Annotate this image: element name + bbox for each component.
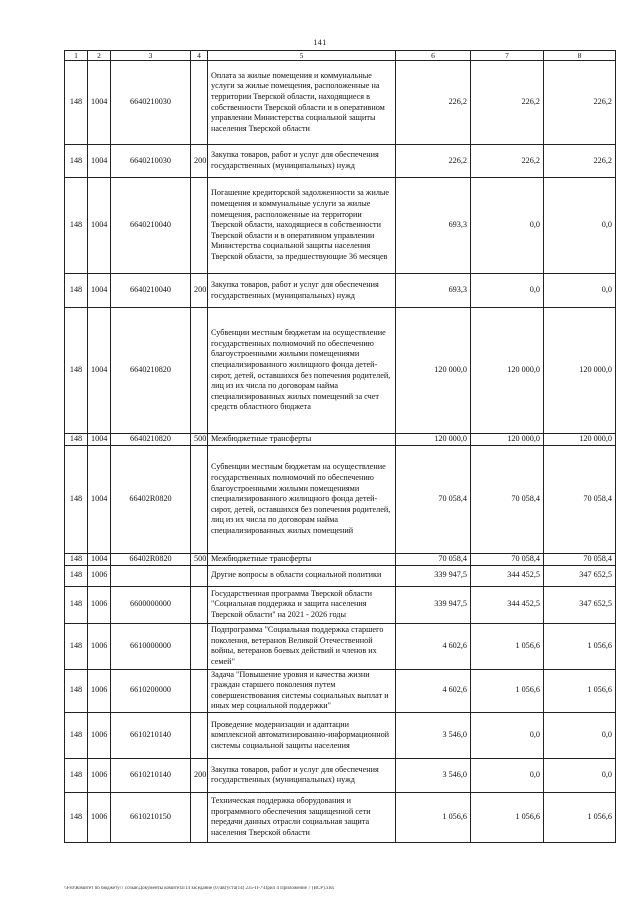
cell-section-code: 1006 bbox=[88, 565, 111, 586]
cell-item-name: Государственная программа Тверской области "Социальная поддержка и защита населения Тверской области" на 2021 - 2026 годы bbox=[208, 586, 396, 623]
cell-amount-col7: 226,2 bbox=[471, 61, 544, 145]
cell-section-code: 1006 bbox=[88, 623, 111, 669]
cell-amount-col8: 226,2 bbox=[544, 61, 616, 145]
cell-target-article: 6610210150 bbox=[111, 792, 191, 842]
file-path-footer: \\Fs0\Комитет по бюджету\7 созыв\Документы комитета\14 заседание (07августа(14) 235-П-7\Прил 4 Приложение 7 (ВСР).xlsx bbox=[64, 886, 335, 891]
cell-amount-col7: 0,0 bbox=[471, 712, 544, 758]
cell-amount-col6: 4 602,6 bbox=[396, 669, 471, 712]
cell-amount-col6: 1 056,6 bbox=[396, 792, 471, 842]
cell-amount-col8: 1 056,6 bbox=[544, 669, 616, 712]
cell-item-name: Проведение модернизации и адаптации комплексной автоматизированно-информационной системы социальной защиты населения bbox=[208, 712, 396, 758]
cell-section-code: 1004 bbox=[88, 446, 111, 554]
cell-amount-col7: 70 058,4 bbox=[471, 446, 544, 554]
cell-amount-col8: 0,0 bbox=[544, 274, 616, 308]
cell-item-name: Закупка товаров, работ и услуг для обеспечения государственных (муниципальных) нужд bbox=[208, 758, 396, 792]
cell-target-article: 6600000000 bbox=[111, 586, 191, 623]
cell-target-article: 6640210040 bbox=[111, 178, 191, 274]
column-header-2: 2 bbox=[88, 51, 111, 61]
cell-admin-code: 148 bbox=[65, 712, 88, 758]
cell-amount-col7: 70 058,4 bbox=[471, 554, 544, 566]
table-row bbox=[65, 565, 616, 586]
cell-expense-type: 200 bbox=[191, 274, 208, 308]
table-row bbox=[65, 712, 616, 758]
cell-amount-col6: 120 000,0 bbox=[396, 308, 471, 434]
budget-table bbox=[64, 50, 616, 843]
cell-target-article: 6640210030 bbox=[111, 61, 191, 145]
table-row bbox=[65, 554, 616, 566]
cell-amount-col6: 339 947,5 bbox=[396, 565, 471, 586]
cell-amount-col8: 226,2 bbox=[544, 145, 616, 178]
cell-admin-code: 148 bbox=[65, 565, 88, 586]
cell-expense-type: 200 bbox=[191, 758, 208, 792]
cell-admin-code: 148 bbox=[65, 61, 88, 145]
cell-item-name: Другие вопросы в области социальной политики bbox=[208, 565, 396, 586]
cell-expense-type bbox=[191, 565, 208, 586]
cell-amount-col8: 0,0 bbox=[544, 758, 616, 792]
cell-amount-col7: 120 000,0 bbox=[471, 434, 544, 446]
cell-target-article: 6610000000 bbox=[111, 623, 191, 669]
cell-section-code: 1004 bbox=[88, 554, 111, 566]
table-row bbox=[65, 308, 616, 434]
cell-amount-col8: 0,0 bbox=[544, 712, 616, 758]
cell-section-code: 1006 bbox=[88, 712, 111, 758]
cell-item-name: Межбюджетные трансферты bbox=[208, 434, 396, 446]
cell-amount-col8: 70 058,4 bbox=[544, 554, 616, 566]
cell-admin-code: 148 bbox=[65, 446, 88, 554]
cell-admin-code: 148 bbox=[65, 792, 88, 842]
table-row bbox=[65, 274, 616, 308]
cell-section-code: 1006 bbox=[88, 792, 111, 842]
cell-amount-col8: 70 058,4 bbox=[544, 446, 616, 554]
column-header-8: 8 bbox=[544, 51, 616, 61]
header-row bbox=[65, 51, 616, 61]
cell-section-code: 1006 bbox=[88, 669, 111, 712]
cell-amount-col6: 226,2 bbox=[396, 61, 471, 145]
cell-admin-code: 148 bbox=[65, 434, 88, 446]
cell-amount-col7: 0,0 bbox=[471, 274, 544, 308]
table-row bbox=[65, 669, 616, 712]
cell-item-name: Задача "Повышение уровня и качества жизни граждан старшего поколения путем совершенствования системы социальных выплат и иных мер социальной поддержки" bbox=[208, 669, 396, 712]
cell-amount-col8: 120 000,0 bbox=[544, 308, 616, 434]
cell-amount-col6: 4 602,6 bbox=[396, 623, 471, 669]
cell-expense-type: 200 bbox=[191, 145, 208, 178]
cell-expense-type bbox=[191, 792, 208, 842]
column-header-7: 7 bbox=[471, 51, 544, 61]
cell-item-name: Погашение кредиторской задолженности за жилые помещения и коммунальные услуги за жилые помещения, расположенные на территории Тверской области, находящиеся в собственности Тверской области и в оперативном управлении Министерства социальной защиты населения Тверской области, за предшествующие 36 месяцев bbox=[208, 178, 396, 274]
cell-amount-col7: 344 452,5 bbox=[471, 586, 544, 623]
table-row bbox=[65, 792, 616, 842]
cell-admin-code: 148 bbox=[65, 586, 88, 623]
cell-expense-type bbox=[191, 586, 208, 623]
cell-target-article: 6640210040 bbox=[111, 274, 191, 308]
cell-amount-col6: 120 000,0 bbox=[396, 434, 471, 446]
cell-amount-col6: 339 947,5 bbox=[396, 586, 471, 623]
cell-item-name: Оплата за жилые помещения и коммунальные услуги за жилые помещения, расположенные на территории Тверской области, находящиеся в собственности Тверской области и в оперативном управлении Министерства социальной защиты населения Тверской области bbox=[208, 61, 396, 145]
cell-admin-code: 148 bbox=[65, 145, 88, 178]
cell-admin-code: 148 bbox=[65, 669, 88, 712]
cell-admin-code: 148 bbox=[65, 623, 88, 669]
cell-target-article bbox=[111, 565, 191, 586]
cell-amount-col7: 0,0 bbox=[471, 758, 544, 792]
cell-target-article: 6610210140 bbox=[111, 758, 191, 792]
cell-expense-type bbox=[191, 178, 208, 274]
cell-section-code: 1006 bbox=[88, 758, 111, 792]
cell-amount-col7: 1 056,6 bbox=[471, 792, 544, 842]
cell-amount-col6: 693,3 bbox=[396, 274, 471, 308]
cell-amount-col7: 1 056,6 bbox=[471, 623, 544, 669]
cell-amount-col7: 344 452,5 bbox=[471, 565, 544, 586]
cell-amount-col8: 347 652,5 bbox=[544, 565, 616, 586]
cell-amount-col7: 0,0 bbox=[471, 178, 544, 274]
table-row bbox=[65, 61, 616, 145]
cell-amount-col8: 1 056,6 bbox=[544, 623, 616, 669]
column-header-3: 3 bbox=[111, 51, 191, 61]
cell-expense-type: 500 bbox=[191, 554, 208, 566]
table-row bbox=[65, 758, 616, 792]
cell-expense-type bbox=[191, 446, 208, 554]
page-number: 141 bbox=[313, 38, 327, 47]
cell-section-code: 1004 bbox=[88, 145, 111, 178]
table-row bbox=[65, 178, 616, 274]
cell-item-name: Субвенции местным бюджетам на осуществление государственных полномочий по обеспечению благоустроенными жилыми помещениями специализированного жилищного фонда детей-сирот, детей, оставшихся без попечения родителей, лиц из их числа по договорам найма специализированных жилых помещений bbox=[208, 446, 396, 554]
cell-amount-col6: 70 058,4 bbox=[396, 446, 471, 554]
cell-admin-code: 148 bbox=[65, 178, 88, 274]
cell-admin-code: 148 bbox=[65, 554, 88, 566]
cell-target-article: 6640210030 bbox=[111, 145, 191, 178]
cell-admin-code: 148 bbox=[65, 758, 88, 792]
cell-amount-col6: 3 546,0 bbox=[396, 712, 471, 758]
table-row bbox=[65, 623, 616, 669]
cell-item-name: Субвенции местным бюджетам на осуществление государственных полномочий по обеспечению благоустроенными жилыми помещениями специализированного жилищного фонда детей-сирот, детей, оставшихся без попечения родителей, лиц из их числа по договорам найма специализированных жилых помещений за счет средств областного бюджета bbox=[208, 308, 396, 434]
cell-amount-col6: 3 546,0 bbox=[396, 758, 471, 792]
cell-expense-type bbox=[191, 623, 208, 669]
table-row bbox=[65, 434, 616, 446]
cell-target-article: 6640210820 bbox=[111, 434, 191, 446]
cell-admin-code: 148 bbox=[65, 274, 88, 308]
cell-item-name: Техническая поддержка оборудования и программного обеспечения защищенной сети передачи данных отрасли социальная защита населения Тверской области bbox=[208, 792, 396, 842]
cell-item-name: Закупка товаров, работ и услуг для обеспечения государственных (муниципальных) нужд bbox=[208, 274, 396, 308]
column-header-5: 5 bbox=[208, 51, 396, 61]
cell-target-article: 6610210140 bbox=[111, 712, 191, 758]
cell-amount-col6: 693,3 bbox=[396, 178, 471, 274]
cell-amount-col8: 347 652,5 bbox=[544, 586, 616, 623]
cell-item-name: Подпрограмма "Социальная поддержка старшего поколения, ветеранов Великой Отечественной войны, ветеранов боевых действий и членов их семей" bbox=[208, 623, 396, 669]
cell-expense-type bbox=[191, 308, 208, 434]
cell-target-article: 66402R0820 bbox=[111, 554, 191, 566]
cell-section-code: 1004 bbox=[88, 434, 111, 446]
table-row bbox=[65, 586, 616, 623]
cell-target-article: 66402R0820 bbox=[111, 446, 191, 554]
cell-admin-code: 148 bbox=[65, 308, 88, 434]
column-header-4: 4 bbox=[191, 51, 208, 61]
cell-amount-col8: 0,0 bbox=[544, 178, 616, 274]
cell-section-code: 1006 bbox=[88, 586, 111, 623]
cell-item-name: Межбюджетные трансферты bbox=[208, 554, 396, 566]
cell-section-code: 1004 bbox=[88, 274, 111, 308]
cell-amount-col6: 226,2 bbox=[396, 145, 471, 178]
table-body bbox=[65, 61, 616, 843]
cell-amount-col8: 120 000,0 bbox=[544, 434, 616, 446]
cell-item-name: Закупка товаров, работ и услуг для обеспечения государственных (муниципальных) нужд bbox=[208, 145, 396, 178]
cell-target-article: 6640210820 bbox=[111, 308, 191, 434]
table-row bbox=[65, 446, 616, 554]
cell-section-code: 1004 bbox=[88, 178, 111, 274]
column-header-6: 6 bbox=[396, 51, 471, 61]
cell-amount-col7: 1 056,6 bbox=[471, 669, 544, 712]
cell-amount-col8: 1 056,6 bbox=[544, 792, 616, 842]
cell-target-article: 6610200000 bbox=[111, 669, 191, 712]
table-row bbox=[65, 145, 616, 178]
cell-section-code: 1004 bbox=[88, 61, 111, 145]
cell-section-code: 1004 bbox=[88, 308, 111, 434]
cell-expense-type bbox=[191, 669, 208, 712]
cell-amount-col6: 70 058,4 bbox=[396, 554, 471, 566]
cell-amount-col7: 120 000,0 bbox=[471, 308, 544, 434]
cell-expense-type: 500 bbox=[191, 434, 208, 446]
cell-expense-type bbox=[191, 61, 208, 145]
cell-amount-col7: 226,2 bbox=[471, 145, 544, 178]
column-header-1: 1 bbox=[65, 51, 88, 61]
cell-expense-type bbox=[191, 712, 208, 758]
